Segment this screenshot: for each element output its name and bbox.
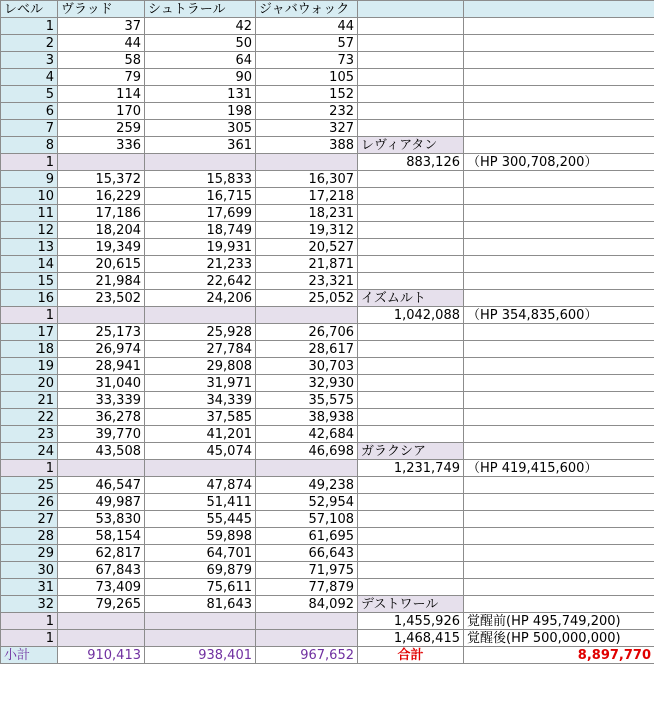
vlad-cell: 37: [58, 18, 145, 35]
jabberwock-cell: 46,698: [256, 443, 358, 460]
boss-hp-note: 覚醒前(HP 495,749,200): [464, 613, 654, 630]
empty-cell: [358, 324, 464, 341]
empty-cell: [358, 188, 464, 205]
empty-cell: [256, 307, 358, 324]
jabberwock-cell: 44: [256, 18, 358, 35]
empty-cell: [464, 324, 654, 341]
jabberwock-cell: 105: [256, 69, 358, 86]
jabberwock-cell: 52,954: [256, 494, 358, 511]
vlad-cell: 79: [58, 69, 145, 86]
level-cell: 8: [1, 137, 58, 154]
empty-cell: [358, 103, 464, 120]
table-row: [1, 426, 654, 443]
level-cell: 20: [1, 375, 58, 392]
level-cell: 23: [1, 426, 58, 443]
empty-cell: [464, 86, 654, 103]
empty-cell: [145, 154, 256, 171]
table-row: [1, 494, 654, 511]
empty-cell: [464, 579, 654, 596]
empty-cell: [358, 273, 464, 290]
empty-cell: [358, 52, 464, 69]
jabberwock-cell: 77,879: [256, 579, 358, 596]
vlad-cell: 79,265: [58, 596, 145, 613]
table-row: [1, 358, 654, 375]
vlad-cell: 58,154: [58, 528, 145, 545]
empty-cell: [358, 69, 464, 86]
empty-cell: [464, 392, 654, 409]
strahl-cell: 15,833: [145, 171, 256, 188]
empty-cell: [358, 171, 464, 188]
boss-hp-note: （HP 419,415,600）: [464, 460, 654, 477]
header-vlad: ヴラッド: [58, 1, 145, 18]
strahl-cell: 29,808: [145, 358, 256, 375]
boss-level-cell: 1: [1, 613, 58, 630]
boss-value-cell: 1,455,926: [358, 613, 464, 630]
empty-cell: [464, 528, 654, 545]
strahl-cell: 64,701: [145, 545, 256, 562]
vlad-cell: 25,173: [58, 324, 145, 341]
table-row: [1, 324, 654, 341]
jabberwock-cell: 57,108: [256, 511, 358, 528]
strahl-cell: 37,585: [145, 409, 256, 426]
table-row: [1, 188, 654, 205]
vlad-cell: 18,204: [58, 222, 145, 239]
level-cell: 19: [1, 358, 58, 375]
subtotal-vlad: 910,413: [58, 647, 145, 664]
jabberwock-cell: 32,930: [256, 375, 358, 392]
table-row: [1, 511, 654, 528]
level-cell: 7: [1, 120, 58, 137]
jabberwock-cell: 35,575: [256, 392, 358, 409]
strahl-cell: 42: [145, 18, 256, 35]
level-cell: 27: [1, 511, 58, 528]
table-row: [1, 86, 654, 103]
level-cell: 26: [1, 494, 58, 511]
strahl-cell: 64: [145, 52, 256, 69]
strahl-cell: 131: [145, 86, 256, 103]
empty-cell: [464, 341, 654, 358]
header-jabberwock: ジャバウォック: [256, 1, 358, 18]
jabberwock-cell: 57: [256, 35, 358, 52]
strahl-cell: 19,931: [145, 239, 256, 256]
vlad-cell: 73,409: [58, 579, 145, 596]
level-cell: 30: [1, 562, 58, 579]
vlad-cell: 336: [58, 137, 145, 154]
level-cell: 11: [1, 205, 58, 222]
empty-cell: [464, 494, 654, 511]
level-cell: 1: [1, 18, 58, 35]
level-cell: 29: [1, 545, 58, 562]
table-row: [1, 35, 654, 52]
table-row: [1, 171, 654, 188]
boss-value-cell: 1,042,088: [358, 307, 464, 324]
empty-cell: [358, 341, 464, 358]
table-row: [1, 443, 654, 460]
level-cell: 5: [1, 86, 58, 103]
level-cell: 25: [1, 477, 58, 494]
vlad-cell: 26,974: [58, 341, 145, 358]
table-row: [1, 273, 654, 290]
jabberwock-cell: 232: [256, 103, 358, 120]
empty-cell: [358, 494, 464, 511]
strahl-cell: 34,339: [145, 392, 256, 409]
vlad-cell: 36,278: [58, 409, 145, 426]
table-row: [1, 392, 654, 409]
subtotal-label: 小計: [1, 647, 58, 664]
boss-level-cell: 1: [1, 630, 58, 647]
vlad-cell: 20,615: [58, 256, 145, 273]
empty-cell: [464, 409, 654, 426]
strahl-cell: 361: [145, 137, 256, 154]
empty-cell: [358, 477, 464, 494]
jabberwock-cell: 327: [256, 120, 358, 137]
empty-cell: [58, 613, 145, 630]
strahl-cell: 90: [145, 69, 256, 86]
strahl-cell: 75,611: [145, 579, 256, 596]
table-row: [1, 52, 654, 69]
boss-level-cell: 1: [1, 460, 58, 477]
boss-hp-note: （HP 300,708,200）: [464, 154, 654, 171]
strahl-cell: 59,898: [145, 528, 256, 545]
strahl-cell: 27,784: [145, 341, 256, 358]
empty-cell: [358, 409, 464, 426]
vlad-cell: 43,508: [58, 443, 145, 460]
jabberwock-cell: 23,321: [256, 273, 358, 290]
boss-value-cell: 1,468,415: [358, 630, 464, 647]
table-row: [1, 579, 654, 596]
exp-table-body: [1, 1, 654, 664]
table-row: [1, 239, 654, 256]
empty-cell: [464, 222, 654, 239]
empty-cell: [464, 358, 654, 375]
jabberwock-cell: 61,695: [256, 528, 358, 545]
vlad-cell: 17,186: [58, 205, 145, 222]
empty-cell: [464, 426, 654, 443]
strahl-cell: 198: [145, 103, 256, 120]
empty-cell: [358, 426, 464, 443]
vlad-cell: 33,339: [58, 392, 145, 409]
level-cell: 3: [1, 52, 58, 69]
level-cell: 14: [1, 256, 58, 273]
strahl-cell: 69,879: [145, 562, 256, 579]
strahl-cell: 55,445: [145, 511, 256, 528]
empty-cell: [358, 35, 464, 52]
jabberwock-cell: 16,307: [256, 171, 358, 188]
empty-cell: [464, 52, 654, 69]
jabberwock-cell: 42,684: [256, 426, 358, 443]
jabberwock-cell: 25,052: [256, 290, 358, 307]
table-row: [1, 562, 654, 579]
vlad-cell: 67,843: [58, 562, 145, 579]
empty-cell: [358, 222, 464, 239]
strahl-cell: 45,074: [145, 443, 256, 460]
jabberwock-cell: 30,703: [256, 358, 358, 375]
vlad-cell: 19,349: [58, 239, 145, 256]
vlad-cell: 62,817: [58, 545, 145, 562]
boss-name-cell: デストワール: [358, 596, 464, 613]
empty-cell: [145, 307, 256, 324]
strahl-cell: 22,642: [145, 273, 256, 290]
strahl-cell: 24,206: [145, 290, 256, 307]
table-row: [1, 137, 654, 154]
jabberwock-cell: 20,527: [256, 239, 358, 256]
header-strahl: シュトラール: [145, 1, 256, 18]
empty-cell: [464, 69, 654, 86]
boss-level-cell: 1: [1, 154, 58, 171]
strahl-cell: 17,699: [145, 205, 256, 222]
table-row: [1, 409, 654, 426]
vlad-cell: 53,830: [58, 511, 145, 528]
empty-cell: [464, 35, 654, 52]
level-cell: 31: [1, 579, 58, 596]
table-row: [1, 103, 654, 120]
empty-cell: [358, 511, 464, 528]
empty-cell: [256, 460, 358, 477]
header-blank-2: [464, 1, 654, 18]
level-cell: 24: [1, 443, 58, 460]
table-row: [1, 545, 654, 562]
empty-cell: [464, 290, 654, 307]
empty-cell: [464, 137, 654, 154]
empty-cell: [464, 443, 654, 460]
jabberwock-cell: 28,617: [256, 341, 358, 358]
level-cell: 18: [1, 341, 58, 358]
strahl-cell: 81,643: [145, 596, 256, 613]
total-value: 8,897,770: [464, 647, 654, 664]
empty-cell: [464, 18, 654, 35]
empty-cell: [358, 205, 464, 222]
strahl-cell: 18,749: [145, 222, 256, 239]
empty-cell: [358, 392, 464, 409]
vlad-cell: 259: [58, 120, 145, 137]
strahl-cell: 51,411: [145, 494, 256, 511]
table-row: [1, 18, 654, 35]
vlad-cell: 44: [58, 35, 145, 52]
header-level: レベル: [1, 1, 58, 18]
empty-cell: [358, 256, 464, 273]
empty-cell: [58, 460, 145, 477]
level-cell: 17: [1, 324, 58, 341]
vlad-cell: 58: [58, 52, 145, 69]
strahl-cell: 305: [145, 120, 256, 137]
level-cell: 22: [1, 409, 58, 426]
empty-cell: [358, 562, 464, 579]
empty-cell: [256, 630, 358, 647]
boss-row: [1, 460, 654, 477]
table-row: [1, 375, 654, 392]
jabberwock-cell: 17,218: [256, 188, 358, 205]
vlad-cell: 114: [58, 86, 145, 103]
header-row: [1, 1, 654, 18]
vlad-cell: 16,229: [58, 188, 145, 205]
empty-cell: [145, 460, 256, 477]
jabberwock-cell: 19,312: [256, 222, 358, 239]
table-row: [1, 341, 654, 358]
jabberwock-cell: 49,238: [256, 477, 358, 494]
level-cell: 9: [1, 171, 58, 188]
empty-cell: [256, 613, 358, 630]
strahl-cell: 50: [145, 35, 256, 52]
empty-cell: [358, 528, 464, 545]
jabberwock-cell: 38,938: [256, 409, 358, 426]
jabberwock-cell: 71,975: [256, 562, 358, 579]
empty-cell: [464, 562, 654, 579]
boss-level-cell: 1: [1, 307, 58, 324]
empty-cell: [58, 630, 145, 647]
boss-name-cell: イズムルト: [358, 290, 464, 307]
empty-cell: [358, 545, 464, 562]
subtotal-strahl: 938,401: [145, 647, 256, 664]
empty-cell: [464, 273, 654, 290]
boss-name-cell: ガラクシア: [358, 443, 464, 460]
level-cell: 28: [1, 528, 58, 545]
strahl-cell: 21,233: [145, 256, 256, 273]
total-label: 合計: [358, 647, 464, 664]
level-cell: 2: [1, 35, 58, 52]
jabberwock-cell: 26,706: [256, 324, 358, 341]
empty-cell: [358, 239, 464, 256]
boss-hp-note: （HP 354,835,600）: [464, 307, 654, 324]
vlad-cell: 46,547: [58, 477, 145, 494]
empty-cell: [464, 188, 654, 205]
level-cell: 15: [1, 273, 58, 290]
empty-cell: [464, 239, 654, 256]
boss-name-cell: レヴィアタン: [358, 137, 464, 154]
empty-cell: [358, 358, 464, 375]
empty-cell: [256, 154, 358, 171]
table-row: [1, 290, 654, 307]
boss-value-cell: 883,126: [358, 154, 464, 171]
level-cell: 32: [1, 596, 58, 613]
jabberwock-cell: 84,092: [256, 596, 358, 613]
jabberwock-cell: 73: [256, 52, 358, 69]
empty-cell: [464, 120, 654, 137]
empty-cell: [464, 511, 654, 528]
table-row: [1, 69, 654, 86]
empty-cell: [464, 545, 654, 562]
jabberwock-cell: 21,871: [256, 256, 358, 273]
empty-cell: [358, 120, 464, 137]
table-row: [1, 222, 654, 239]
strahl-cell: 25,928: [145, 324, 256, 341]
subtotal-row: [1, 647, 654, 664]
empty-cell: [58, 154, 145, 171]
strahl-cell: 41,201: [145, 426, 256, 443]
table-row: [1, 596, 654, 613]
jabberwock-cell: 388: [256, 137, 358, 154]
vlad-cell: 49,987: [58, 494, 145, 511]
vlad-cell: 39,770: [58, 426, 145, 443]
empty-cell: [358, 579, 464, 596]
vlad-cell: 15,372: [58, 171, 145, 188]
vlad-cell: 23,502: [58, 290, 145, 307]
jabberwock-cell: 66,643: [256, 545, 358, 562]
empty-cell: [464, 256, 654, 273]
boss-hp-note: 覚醒後(HP 500,000,000): [464, 630, 654, 647]
table-row: [1, 120, 654, 137]
jabberwock-cell: 18,231: [256, 205, 358, 222]
table-row: [1, 528, 654, 545]
level-cell: 12: [1, 222, 58, 239]
empty-cell: [464, 171, 654, 188]
table-row: [1, 477, 654, 494]
boss-row: [1, 154, 654, 171]
vlad-cell: 21,984: [58, 273, 145, 290]
level-cell: 6: [1, 103, 58, 120]
strahl-cell: 16,715: [145, 188, 256, 205]
table-row: [1, 256, 654, 273]
boss-row: [1, 307, 654, 324]
vlad-cell: 31,040: [58, 375, 145, 392]
empty-cell: [464, 103, 654, 120]
level-cell: 21: [1, 392, 58, 409]
empty-cell: [358, 86, 464, 103]
level-cell: 10: [1, 188, 58, 205]
empty-cell: [145, 613, 256, 630]
boss-row: [1, 613, 654, 630]
empty-cell: [464, 375, 654, 392]
empty-cell: [464, 205, 654, 222]
empty-cell: [464, 477, 654, 494]
strahl-cell: 31,971: [145, 375, 256, 392]
level-cell: 4: [1, 69, 58, 86]
vlad-cell: 28,941: [58, 358, 145, 375]
table-row: [1, 205, 654, 222]
level-cell: 13: [1, 239, 58, 256]
empty-cell: [58, 307, 145, 324]
vlad-cell: 170: [58, 103, 145, 120]
empty-cell: [464, 596, 654, 613]
jabberwock-cell: 152: [256, 86, 358, 103]
empty-cell: [358, 375, 464, 392]
header-blank-1: [358, 1, 464, 18]
strahl-cell: 47,874: [145, 477, 256, 494]
empty-cell: [358, 18, 464, 35]
empty-cell: [145, 630, 256, 647]
subtotal-jabberwock: 967,652: [256, 647, 358, 664]
boss-value-cell: 1,231,749: [358, 460, 464, 477]
level-cell: 16: [1, 290, 58, 307]
boss-row: [1, 630, 654, 647]
